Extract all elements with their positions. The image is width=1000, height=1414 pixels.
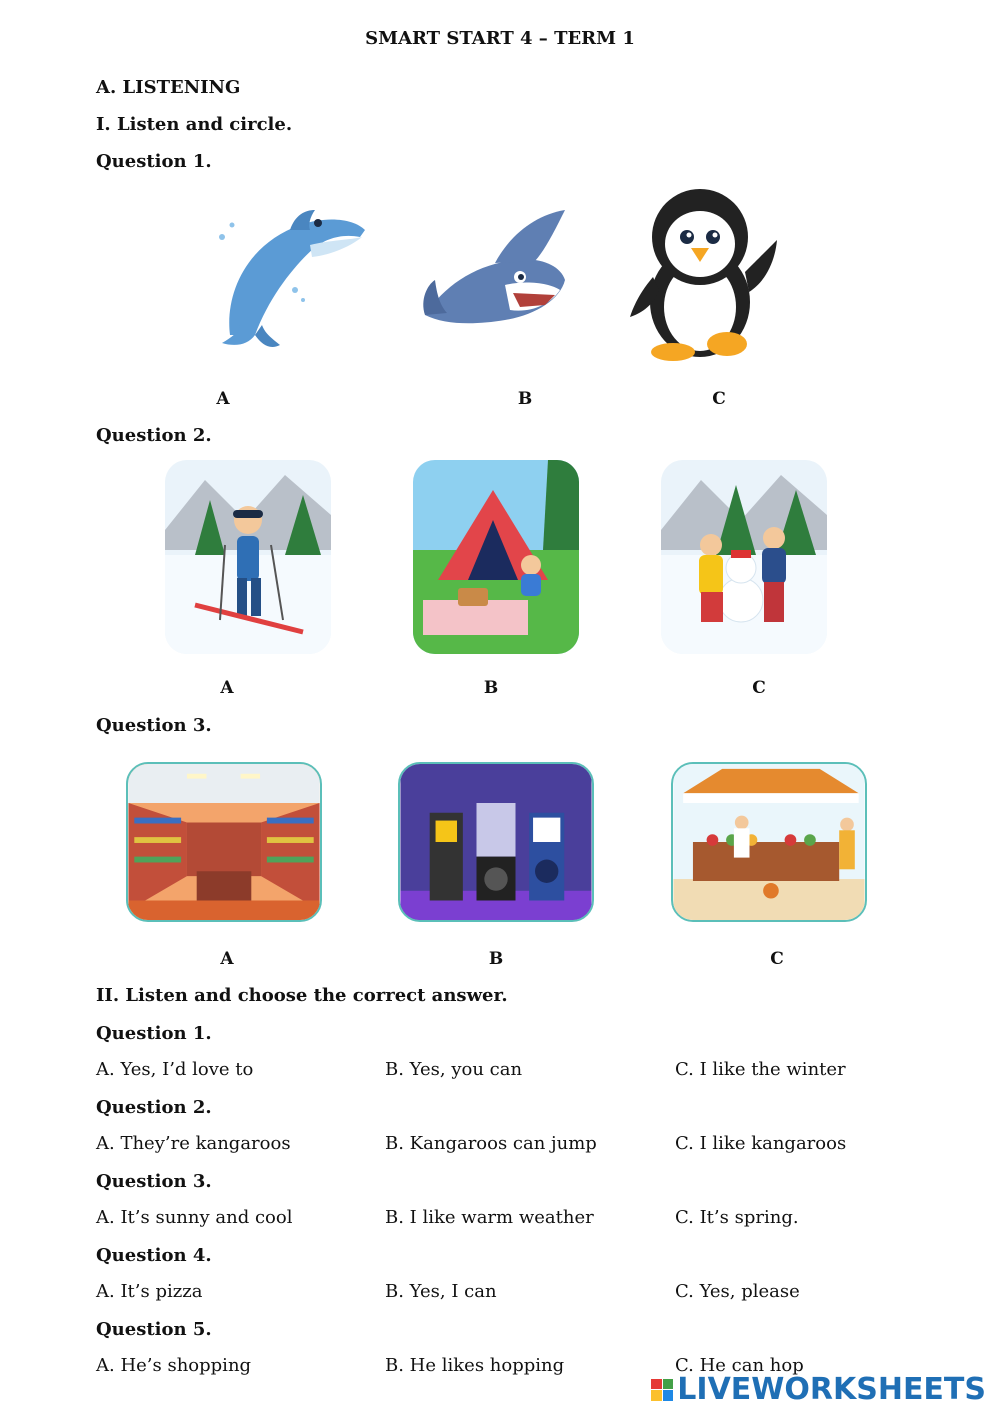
arcade-picture[interactable] xyxy=(398,762,594,922)
p1-q3-option-a[interactable]: A xyxy=(220,949,234,969)
liveworksheets-logo-icon xyxy=(651,1379,673,1401)
penguin-picture[interactable] xyxy=(625,182,780,365)
p2-q1-answer-c[interactable]: C. I like the winter xyxy=(675,1059,846,1080)
skiing-picture[interactable] xyxy=(165,460,331,654)
p1-question-1-label: Question 1. xyxy=(96,151,212,172)
part2-instruction: II. Listen and choose the correct answer. xyxy=(96,985,508,1006)
p1-q3-option-c[interactable]: C xyxy=(770,949,784,969)
p2-q3-answer-a[interactable]: A. It’s sunny and cool xyxy=(96,1207,293,1228)
p1-q2-option-b[interactable]: B xyxy=(483,678,499,698)
p2-question-5-label: Question 5. xyxy=(96,1319,212,1340)
p2-q5-answer-a[interactable]: A. He’s shopping xyxy=(96,1355,252,1376)
p1-q1-option-b[interactable]: B xyxy=(517,389,533,409)
market-picture[interactable] xyxy=(671,762,867,922)
p2-q1-answer-b[interactable]: B. Yes, you can xyxy=(385,1059,523,1080)
camping-picture[interactable] xyxy=(413,460,579,654)
dolphin-picture[interactable] xyxy=(200,185,375,360)
p1-q2-option-c[interactable]: C xyxy=(752,678,766,698)
bookstore-picture[interactable] xyxy=(126,762,322,922)
p2-q3-answer-c[interactable]: C. It’s spring. xyxy=(675,1207,799,1228)
p2-q4-answer-b[interactable]: B. Yes, I can xyxy=(385,1281,497,1302)
p2-q4-answer-c[interactable]: C. Yes, please xyxy=(675,1281,800,1302)
p2-question-1-label: Question 1. xyxy=(96,1023,212,1044)
p1-q3-option-b[interactable]: B xyxy=(488,949,504,969)
snowman-picture[interactable] xyxy=(661,460,827,654)
p1-q1-option-c[interactable]: C xyxy=(712,389,726,409)
p1-question-2-label: Question 2. xyxy=(96,425,212,446)
p2-q2-answer-c[interactable]: C. I like kangaroos xyxy=(675,1133,847,1154)
section-listening: A. LISTENING xyxy=(96,77,241,98)
p2-q5-answer-c[interactable]: C. He can hop xyxy=(675,1355,804,1376)
p2-question-3-label: Question 3. xyxy=(96,1171,212,1192)
shark-picture[interactable] xyxy=(415,205,575,345)
worksheet-title: SMART START 4 – TERM 1 xyxy=(365,28,635,49)
part1-instruction: I. Listen and circle. xyxy=(96,114,293,135)
p1-q1-option-a[interactable]: A xyxy=(216,389,230,409)
liveworksheets-logo[interactable] xyxy=(651,1372,986,1407)
p1-question-3-label: Question 3. xyxy=(96,715,212,736)
p2-q4-answer-a[interactable]: A. It’s pizza xyxy=(96,1281,203,1302)
p2-q5-answer-b[interactable]: B. He likes hopping xyxy=(385,1355,565,1376)
p2-question-2-label: Question 2. xyxy=(96,1097,212,1118)
p1-q2-option-a[interactable]: A xyxy=(220,678,234,698)
p2-q2-answer-a[interactable]: A. They’re kangaroos xyxy=(96,1133,291,1154)
liveworksheets-logo-text: LIVEWORKSHEETS xyxy=(677,1372,986,1407)
p2-question-4-label: Question 4. xyxy=(96,1245,212,1266)
p2-q3-answer-b[interactable]: B. I like warm weather xyxy=(385,1207,594,1228)
p2-q1-answer-a[interactable]: A. Yes, I’d love to xyxy=(96,1059,254,1080)
p2-q2-answer-b[interactable]: B. Kangaroos can jump xyxy=(385,1133,597,1154)
